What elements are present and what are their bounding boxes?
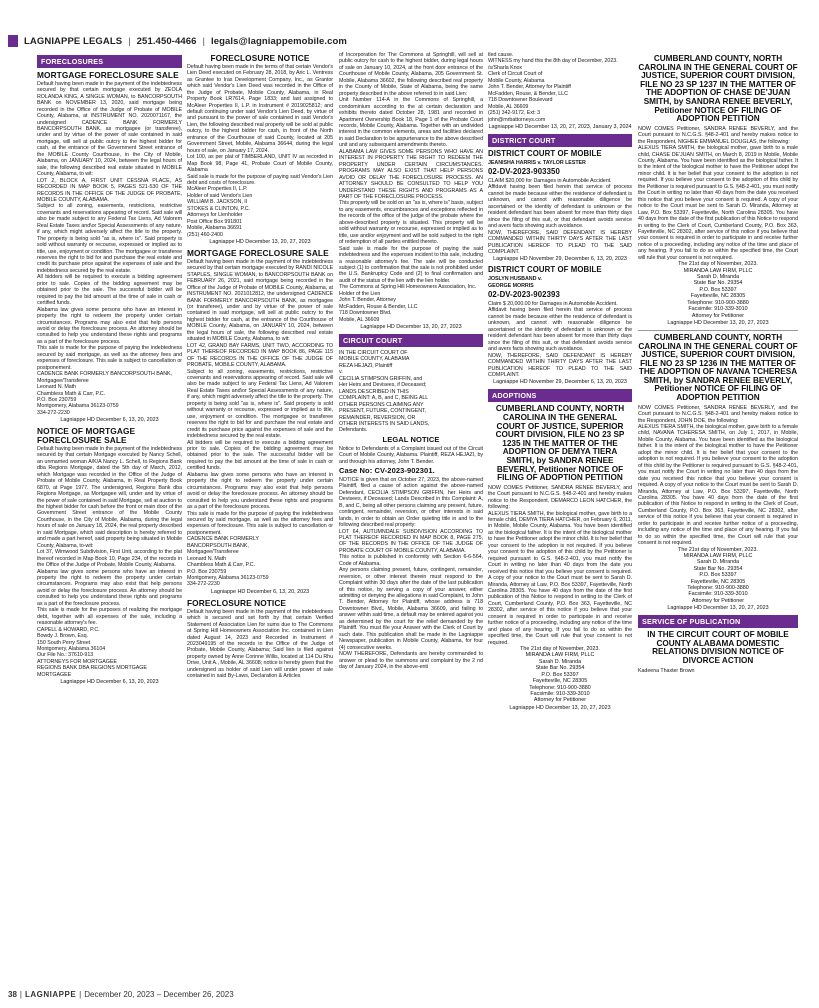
adoption-case-title: CUMBERLAND COUNTY, NORTH CAROLINA IN THE GENERAL COURT OF JUSTICE, SUPERIOR COURT DIVISION, FILE NO 23 SP 1237 IN THE MATTER OF THE ADOPTION OF CHASE DE'JUAN SMITH, by SANDRA RENEE BEVERLY, Petitioner NOTICE OF FILING OF ADOPTION PETITION: [638, 54, 798, 124]
publication-line: Lagniappe HD December 6, 13, 20, 2023: [60, 417, 159, 424]
issue-dates: December 20, 2023 – December 26, 2023: [84, 990, 234, 999]
case-number: Case No: CV-2023-902301.: [339, 466, 435, 476]
notice-body: of Incorporation for The Commons at Springhill, will sell at public outcry for cash to the highest bidder, during legal hours of sale on January 10, 2024, at the front door entrance of the Courthouse of Mobile County, Alabama, 205 Government St. Mobile, Alabama 36602, the following described real property in the County of Mobile, State of Alabama, being the same property described in the above referred to in said Lien: Unit Number 114-A in the Commons of Springhill, a condominium according to the at certain declaration and exhibits thereto dated October 28, 1981 and recorded in Apartment Ownership Book 18, Page 1 of the Probate Court records, Mobile County, Alabama. Together with an undivided interest in the common elements, areas and facilities declared in said Declaration to be appurtenance to the above described unit and any subsequent amendments thereto. ALABAMA LAW GIVES SOME PERSONS WHO HAVE AN INTEREST IN PROPERTY THE RIGHT TO REDEEM THE PROPERTY UNDER CERTAIN CIRCUMSTANCES. PROGRAMS MAY ALSO EXIST THAT HELP PERSONS AVOID OR DELAY THE FORECLOSURE PROCESS. AN ATTORNEY SHOULD BE CONSULTED TO HELP YOU UNDERSTAND THESE RIGHTS AND PROGRAMS AS A PART OF THE FORECLOSURE PROCESS. This property will be sold on an "as is, where is" basis, subject to any easements, encumbrances and exceptions reflected in the records of the office of the judge of the probate where the above-described property is situated. This property will be sold without warranty or recourse, expressed or implied as to title, use and/or enjoyment and will be sold subject to the right of redemption of all parties entitled thereto. Said sale is made for the purpose of paying the said indebtedness and the expenses incident to this sale, including a reasonable attorney's fee. The sale will be conducted subject (1) to confirmation that the sale is not prohibited under the U.S. Bankruptcy Code and (2) to final confirmation and audit of the status of the lien with the lien holder. The Commons at Spring Hill Homeowners Association, Inc. Holder of the Lien John T. Bender, Attorney McFadden, Rouse & Bender, LLC 718 Downtowner Blvd. Mobile, AL 36609: [339, 52, 483, 323]
notice-body: NOW COMES Petitioner, SANDRA RENEE BEVERLY, and the Court pursuant to N.C.G.S. §48-2-401 and hereby makes notice to the Respondent, JOHN DOE, the following: ALEXUS TIERA SMITH, the biological mother, gave birth to a female child, NAVANA TCHERESA SMITH, on July 1, 2017, in Mobile, Mobile County, Alabama. You have been identified as the biological father. It is the intent of the biological mother to have the Petitioner adopt the minor child. It is her belief that your consent to the adoption is not required. If you believe your consent to the adoption of this child by the Petitioner is required pursuant to G.S. §48-2-401, you must notify the Court in writing no later than 40 days from the date you received this notice that you believe your consent is required. A copy of your notice to the Court must be sent to Sarah D. Miranda, Attorney at Law, P.O. Box 53397, Fayetteville, North Carolina 28305. You have 40 days from the date of the first publication of this Notice to respond in writing to the Clerk of Court, Cumberland County, P.O. Box 363, Fayetteville, NC 28302, after service of this notice if you believe that your consent is required in order to participate in and receive further notice of a proceeding, including any notice of the time and place of any hearing. If you fail to do so within the specified time, the Court will rule that your consent is not required.: [638, 404, 798, 547]
header-email[interactable]: legals@lagniappemobile.com: [210, 35, 347, 47]
section-band-adoptions: ADOPTIONS: [488, 389, 632, 402]
case-caption: IN THE CIRCUIT COURT OF MOBILE COUNTY, ALABAMA REZA HEJAZI, Plaintiff v. CECILIA STIMPSON GRIFFIN, and Her Heirs and Devisees, if Deceased; LANDS DESCRIBED IN THIS COMPLAINT: A, B, and C, BEING ALL OTHER PERSONS CLAIMING ANY PRESENT, FUTURE, CONTINGENT, REMAINDER, REVERSION, OR OTHER INTERESTS IN SAID LANDS, Defendants.: [339, 350, 430, 434]
page-header: [8, 34, 811, 48]
notice-title: FORECLOSURE NOTICE: [187, 597, 287, 608]
notice-title: IN THE CIRCUIT COURT OF MOBILE COUNTY ALABAMA DOMESTIC RELATIONS DIVISION NOTICE OF DIVORCE ACTION: [647, 630, 789, 666]
notice-body: Default having been made in the payment of the indebtedness secured by that certain Mortgage executed by Nancy Schell, an unmarried woman A/K/A Nancy L. Schell, to Regions Bank dba Regions Mortgage, dated the 5th day of March, 2012, which Mortgage was recorded in the Office of the Judge of Probate of Mobile County, Alabama, in Real Property Book 6870, at Page 1977. The undersigned, Regions Bank dba Regions Mortgage, as Mortgagee will, under and by virtue of the power of sale contained in said Mortgage, sell at auction to the highest bidder for cash before the front or main door of the Government Street entrance of the Mobile County Courthouse, in the City of Mobile, Alabama, during the legal hours of sale on January 18, 2024, the real property described in said Mortgage, which said description is hereby referred to and made a part hereof, said property being situated in Mobile County, Alabama, to-wit: Lot 37, Wimwood Subdivision, First Unit, according to the plat thereof recorded in Map Book 10, Page 234, of the records in the Office of the Judge of Probate, Mobile County, Alabama. Alabama law gives some persons who have an interest in property the right to redeem the property under certain circumstances. Programs may also exist that help persons avoid or delay the foreclosure process. An attorney should be consulted to help you understand these rights and programs as a part of the foreclosure process. This sale is made for the purposes of realizing the mortgage debt, together with all expenses of the sale, including a reasonable attorney's fee. CAPELL & HOWARD, P.C. Bowdy J. Brown, Esq. 150 South Perry Street Montgomery, Alabama 36104 Our File No.: 37610-913 ATTORNEYS FOR MORTGAGEE REGIONS BANK DBA REGIONS MORTGAGE MORTGAGEE: [37, 445, 182, 678]
notice-title: LEGAL NOTICE: [382, 434, 440, 444]
notice-body: Default having been made in the terms of that certain Vendor's Lien Deed executed on February 28, 2018, by Aric L. Ventress as Grantee to Iras Development Company, Inc., as Grantor which said Vendor's Lien Deed was recorded in the Office of the Judge of Probate, Mobile County, Alabama, in Real Property Book LR7614, Page 1833; and last assigned to McAleer Properties II, L.P. in Instrument # 2019025812; and default continuing under said Vendor's Lien Deed, by virtue of and pursuant to the power of sale contained in said Vendor's Lien, the following described real property will be sold at public outcry, to the highest bidder for cash, in front of the North entrance of the Courthouse of said County, located at 205 Government Street, Mobile, Alabama 36644, during the legal hours of sale, on January 17, 2024. Lot 100, as per plat of TIMBERLAND, UNIT IV as recorded in Map Book 98, Page 41, Probate Court of Mobile County, Alabama Said sale is made for the purpose of paying said Vendor's Lien debt and costs of foreclosure. McAleer Properties II, L.P. Holder of said Vendor's Lien WILLIAM B. JACKSON, II STOKES & CLINTON, P.C. Attorneys for Lienholder Post Office Box 991801 Mobile, Alabama 36691 (251) 460-2400: [187, 63, 333, 238]
page-number: 38: [8, 990, 17, 999]
notice-body: Default having been made in the payment of the indebtedness secured by that certain mortgage executed by RANDI NICOLE STAPLES, SINGLE WOMAN, to BANCORPSOUTH BANK on FEBRUARY 26, 2021, said mortgage being recorded in the Office of the Judge of Probate of MOBILE County, Alabama, at INSTRUMENT NO. 2021012812, the undersigned CADENCE BANK FORMERLY BANCORPSOUTH BANK, as mortgagee (or transferee), under and by virtue of the power of sale contained in said mortgage, will sell at public outcry to the highest bidder for cash, at the entrance of the Courthouse of MOBILE County, Alabama, on JANUARY 10, 2024, between the legal hours of sale, the following described real estate situated in MOBILE County, Alabama, to wit: LOT 42, GRAND BAY FARMS, UNIT TWO, ACCORDING TO PLAT THEREOF RECORDED IN MAP BOOK 86, PAGE 115 OF THE RECORDS IN THE OFFICE OF THE JUDGE OF PROBATE, MOBILE COUNTY, ALABAMA. Subject to all zoning, easements, restrictions, restrictive covenants and reservations appearing of record. Said sale will also be made subject to any Federal Tax Liens, Ad Valorem Real Estate Taxes and\or Special Assessments of any nature, if any, which might adversely affect the title to the property. The property is being sold "as is, where is". Said property is sold without warranty or recourse, expressed or implied as to title, use, enjoyment or condition. The mortgagee or transferee reserves the right to bid for and purchase the real estate and credit its purchase price against the expenses of sale and the indebtedness secured by the real estate. All bidders will be required to execute a bidding agreement prior to sale. Copies of the bidding agreement may be obtained prior to the sale. The successful bidder will be required to pay the bid amount at the time of sale in cash or certified funds. Alabama law gives some persons who have an interest in property the right to redeem the property under certain circumstances. Programs may also exist that help persons avoid or delay the foreclosure process. An attorney should be consulted to help you understand these rights and programs as a part of the foreclosure process. This sale is made for the purpose of paying the indebtedness secured by said mortgage, as well as the attorney fees and expenses of foreclosure. This sale is subject to cancellation or postponement. CADENCE BANK FORMERLY BANCORPSOUTH BANK, Mortgagee/Transferee Leonard N. Math Chambless Math & Carr, P.C. P.O. Box 230759 Montgomery, Alabama 36123-0759 334-272-2230: [187, 258, 333, 588]
notice-body: NOW COMES Petitioner, SANDRA RENEE BEVERLY, and the Court pursuant to N.C.G.S. §48-2-401 and hereby makes notice to the Respondent, NIGHEE EMMANUEL DOUGLAS, the following: ALEXUS TIERA SMITH, the biological mother, gave birth to a male child, CHASE DE'JUAN SMITH, on March 8, 2019 in Mobile, Mobile County, Alabama. You have been identified as the biological father. It is the intent of the biological mother to have the Petitioner adopt the minor child. It is her belief that your consent to the adoption is not required. If you believe your consent to the adoption of this child by the Petitioner is required pursuant to G.S. §48-2-401, you must notify the Court in writing no later than 40 days from the date you received this notice that you believe your consent is required. A copy of your notice to the Court must be sent to Sarah D. Miranda, Attorney at Law, P.O. Box 53397, Fayetteville, North Carolina 28305. You have 40 days from the date of the first publication of this Notice to respond in writing to the Clerk of Court, Cumberland County, P.O. Box 363, Fayetteville, NC 28302, after service of this notice if you believe that your consent is required in order to participate in and receive further notice of a proceeding, including any notice of the time and place of any hearing. If you fail to do so within the specified time, the Court will rule that your consent is not required.: [638, 125, 798, 261]
publication-line: Lagniappe HD December 13, 20, 27, 2023: [509, 704, 611, 711]
publication-line: Lagniappe HD November 29, December 6, 13, 20, 2023: [493, 379, 627, 386]
case-number: 02-DV-2023-903350: [488, 167, 560, 177]
notice-body: Kadeena Thaxter Brown: [638, 667, 695, 674]
column-1: [37, 52, 182, 952]
column-3: [339, 52, 483, 952]
section-band-district-court: DISTRICT COURT: [488, 134, 632, 147]
header-separator: |: [128, 35, 131, 47]
signature-block: The 21st day of November, 2023. MIRANDA LAW FIRM, PLLC Sarah D. Miranda State Bar No. 29354 P.O. Box 53397 Fayetteville, NC 28305 Telephone: 910-900-3880 Facsimile: 910-339-3010 Attorney for Petitioner: [520, 646, 600, 704]
footer-separator: |: [19, 990, 22, 999]
signature-block: The 21st day of November, 2023. MIRANDA LAW FIRM, PLLC Sarah D. Miranda State Bar No. 29354 P.O. Box 53397 Fayetteville, NC 28305 Telephone: 910-900-3880 Facsimile: 910-339-3010 Attorney for Petitioner: [678, 261, 758, 319]
notice-body: Default having been made in the payment of the indebtedness secured by that certain mortgage executed by ZEOLA ROLANDA KING, A SINGLE WOMAN, to BANCORPSOUTH BANK on NOVEMBER 13, 2020, said mortgage being recorded in the Office of the Judge of Probate of MOBILE County, Alabama, at INSTRUMENT NO. 2020071167, the undersigned CADENCE BANK FORMERLY BANCORPSOUTH BANK, as mortgagee (or transferee), under and by virtue of the power of sale contained in said mortgage, will sell at public outcry to the highest bidder for cash, at the entrance of the Government Street entrance of the MOBILE County Courthouse, in the City of Mobile, Alabama, on JANUARY 10, 2024, between the legal hours of sale, the following described real estate situated in MOBILE County, Alabama, to wit: LOT 2, BLOCK A, FIRST UNIT CESSNA PLACE, AS RECORDED IN MAP BOOK 5, PAGES 521-530 OF THE RECORDS IN THE OFFICE OF THE JUDGE OF PROBATE, MOBILE COUNTY, ALABAMA. Subject to all zoning, easements, restrictions, restrictive covenants and reservations appearing of record. Said sale will also be made subject to any Federal Tax Liens, Ad Valorem Real Estate Taxes and\or Special Assessments of any nature, if any, which might adversely affect the title to the property. The property is being sold "as is, where is". Said property is sold without warranty or recourse, expressed or implied as to title, use, enjoyment or condition. The mortgagee or transferee reserves the right to bid for and purchase the real estate and credit its purchase price against the expenses of sale and the indebtedness secured by the real estate. All bidders will be required to execute a bidding agreement prior to sale. Copies of the bidding agreement may be obtained prior to the sale. The successful bidder will be required to pay the bid amount at the time of sale in cash or certified funds. Alabama law gives some persons who have an interest in property the right to redeem the property under certain circumstances. Programs may also exist that help persons avoid or delay the foreclosure process. An attorney should be consulted to help you understand these rights and programs as a part of the foreclosure process. This sale is made for the purpose of paying the indebtedness secured by said mortgage, as well as the attorney fees and expenses of foreclosure. This sale is subject to cancellation or postponement. CADENCE BANK FORMERLY BANCORPSOUTH BANK, Mortgagee/Transferee Leonard N. Math Chambless Math & Carr, P.C. P.O. Box 230759 Montgomery, Alabama 36123-0759 334-272-2230: [37, 80, 182, 416]
notice-title: DISTRICT COURT OF MOBILE: [488, 265, 602, 275]
section-band-foreclosures: FORECLOSURES: [37, 55, 182, 68]
notice-body: tled cause. WITNESS my hand this the 8th day of December, 2023. /s/Sharla Knox Clerk of Circuit Court of Mobile County, Alabama John T. Bender, Attorney for Plaintiff McFadden, Rouse, & Bender, LLC 718 Downtowner Boulevard Mobile, AL 36609 (251) 342-9172, Ext: 3 john@mrbattorneys.com: [488, 52, 618, 123]
notice-title: DISTRICT COURT OF MOBILE: [488, 148, 602, 158]
publication-line: Lagniappe HD December 13, 20, 27, 2023: [209, 239, 311, 246]
header-phone: 251.450-4466: [136, 35, 197, 47]
notice-body: NOTICE is given that on October 27, 2023, the above-named Plaintiff, filed a cause of action against the above-named Defendant, CECILIA STIMPSON GRIFFIN, her Heirs and Devisees, if Deceased; Lands Described in this Complaint: A, B, and C, being all other persons claiming any present, future, contingent, remainder, reversion, or other interests in said lands, in order to obtain an Order quieting title in and to the following described real property: LOT 64, AUTUMNDALE SUBDIVISION ACCORDING TO PLAT THEREOF RECORDED IN MAP BOOK 8, PAGE 275, OF THE RECORDS IN THE OFFICE OF THE JUDGE OF PROBATE COURT OF MOBILE COUNTY, ALABAMA. This notice is published in conformity with Section 6-6-564, Code of Alabama. Any persons claiming present, future, contingent, remainder, reversion, or other interest therein must respond to the Complaint within 30 days after the date of the last publication of this notice, by serving a copy of your answer, either admitting or denying the allegations in said Complaint, to John T. Bender, Attorney for Plaintiff, whose address is 718 Downtowner Blvd., Mobile, Alabama 36609, and failing to answer within said time, a default may be entered against you as determined by the court for the relief demanded by the Plaintiff. You must file your Answer with the Clerk of Court by such date. This publication shall be made in the Lagniappe Newspaper, publication in Mobile County, Alabama, for four (4) consecutive weeks. NOW THEREFORE, Defendants are hereby commanded to answer or plead to the summons and complaint by the 2 nd day of January 2024, in the above-enti: [339, 476, 483, 671]
case-parties: JOSLYN HUSBAND v. GEORGE MORRIS: [488, 276, 542, 289]
publication-line: Lagniappe HD December 6, 13, 20, 2023: [210, 588, 310, 595]
publication-line: Lagniappe HD December 6, 13, 20, 2023: [60, 679, 159, 686]
notice-body: NOW COMES Petitioner, SANDRA RENEE BEVERLY, and the Court pursuant to N.C.G.S. §48-2-401 and hereby makes notice to the Respondent, DEMARCO LEON HATCHER, the following: ALEXUS TIERA SMITH, the biological mother, gave birth to a female child, DEMYA TIERA HATCHER, on February 6, 2011, in Mobile, Mobile County, Alabama. You have been identified as the biological father. It is the intent of the biological mother to have the Petitioner adopt the minor child. It is her belief that your consent to the adoption is not required. If you believe your consent to the adoption of this child by the Petitioner is required pursuant to G.S. §48-2-401, you must notify the Court in writing no later than 40 days from the date you received this notice that you believe your consent is required. A copy of your notice to the Court must be sent to Sarah D. Miranda, Attorney at Law, P.O. Box 53397, Fayetteville, North Carolina 28305. You have 40 days from the date of the first publication of this Notice to respond in writing to the Clerk of Court, Cumberland County, P.O. Box 363, Fayetteville, NC 28302, after service of this notice if you believe that your consent is required in order to participate in and receive further notice of a proceeding, including any notice of the time and place of any hearing. If you fail to do so within the specified time, the Court will rule that your consent is not required.: [488, 484, 632, 646]
section-band-circuit-court: CIRCUIT COURT: [339, 334, 483, 347]
case-number: 02-DV-2023-902393: [488, 290, 560, 300]
header-separator: |: [202, 35, 205, 47]
column-5: [638, 52, 798, 952]
notice-body: Default having been made in the payment of the indebtedness which is secured and set forth by that certain Verified Statement of Association Lien for sums due to The Commons at Spring Hill Homeowners Association Inc. contained in Lien dated August 14, 2023 and Recorded in Instrument # 2023049195 of the records in the Office of the Judge of Probate, Mobile County, Alabama; Said lien is filed against property owned by Anne Corinne Willis, located at 114 Du Rhu Drive, Unit A., Mobile, AL 36608; notice is hereby given that the undersigned as holder of said Lien will under power of sale contained in said By-Laws, Declaration & Articles: [187, 608, 333, 680]
column-4: [488, 52, 632, 952]
column-2: [187, 52, 333, 952]
notice-title: MORTGAGE FORECLOSURE SALE: [187, 248, 329, 259]
footer-separator: |: [79, 990, 82, 999]
publication-line: Lagniappe HD December 13, 20, 27, 2023: [360, 324, 462, 331]
adoption-case-title: CUMBERLAND COUNTY, NORTH CAROLINA IN THE GENERAL COURT OF JUSTICE, SUPERIOR COURT DIVISION, FILE NO 23 SP 1235 IN THE MATTER OF THE ADOPTION OF DEMYA TIERA SMITH, by SANDRA RENEE BEVERLY, Petitioner NOTICE OF FILING OF ADOPTION PETITION: [495, 404, 625, 483]
publication-brand: LAGNIAPPE: [24, 990, 77, 999]
case-parties: JEANISHA HARRIS v. TAYLOR LESTER: [488, 159, 586, 166]
publication-line: Lagniappe HD December 13, 20, 27, 2023: [667, 605, 769, 612]
section-name: LAGNIAPPE LEGALS: [24, 35, 123, 47]
notice-body: CLAIM $20,000 for Damages in Automobile Accident. Affidavit having been filed herein that service of process cannot be made because either the residence of defendant is unknown, and cannot with reasonable diligence be ascertained or the identity of defendant is unknown or the resident defendant has been absent for more than thirty days since the filing of this suit, or that defendant avoids service and avers facts showing such avoidance. NOW, THEREFORE, SAID DEFENDANT IS HEREBY COMMANDED WITHIN THIRTY DAYS AFTER THE LAST PUBLICATION HEREOF TO PLEAD TO THE SAID COMPLAINT.: [488, 178, 632, 256]
notice-title: NOTICE OF MORTGAGE FORECLOSURE SALE: [37, 426, 136, 446]
notice-body: Claim $ 20,000.00 for Damages in Automobile Accident. Affidavit having been filed herein that service of process cannot be made because either the residence of defendant is unknown, and cannot with reasonable diligence be ascertained or the identity of defendant is unknown or the resident defendant has been absent for more than thirty days since the filing of this suit, or that defendant avoids service and avers facts showing such avoidance. NOW, THEREFORE, SAID DEFENDANT IS HEREBY COMMANDED WITHIN THIRTY DAYS AFTER THE LAST PUBLICATION HEREOF TO PLEAD TO THE SAID COMPLAINT.: [488, 300, 632, 378]
notice-title: MORTGAGE FORECLOSURE SALE: [37, 70, 179, 80]
notice-title: FORECLOSURE NOTICE: [210, 53, 310, 63]
signature-block: The 21st day of November, 2023. MIRANDA LAW FIRM, PLLC Sarah D. Miranda State Bar No. 29354 P.O. Box 53397 Fayetteville, NC 28305 Telephone: 910-900-3880 Facsimile: 910-339-3010 Attorney for Petitioner: [678, 546, 758, 604]
publication-line: Lagniappe HD December 13, 20, 27, 2023: [667, 319, 769, 326]
publication-line: Lagniappe HD November 29, December 6, 13, 20, 2023: [493, 256, 627, 263]
adoption-case-title: CUMBERLAND COUNTY, NORTH CAROLINA IN THE GENERAL COURT OF JUSTICE, SUPERIOR COURT DIVISION, FILE NO 23 SP 1236 IN THE MATTER OF THE ADOPTION OF NAVANA TCHERESA SMITH, by SANDRA RENEE BEVERLY, Petitioner NOTICE OF FILING OF ADOPTION PETITION: [638, 332, 798, 403]
section-marker: [8, 35, 18, 47]
section-band-service-of-publication: SERVICE OF PUBLICATION: [638, 615, 798, 628]
publication-line: Lagniappe HD December 13, 20, 27, 2023, January 3, 2024: [488, 123, 632, 130]
page-footer: [8, 990, 234, 999]
divider: [638, 330, 798, 331]
notice-intro: Notice to Defendants of a Complaint issued out of the Circuit Court of Mobile County, Alabama. Plaintiff, REZA HEJAZI, by and through his attorney, John T. Bender.: [339, 445, 483, 465]
